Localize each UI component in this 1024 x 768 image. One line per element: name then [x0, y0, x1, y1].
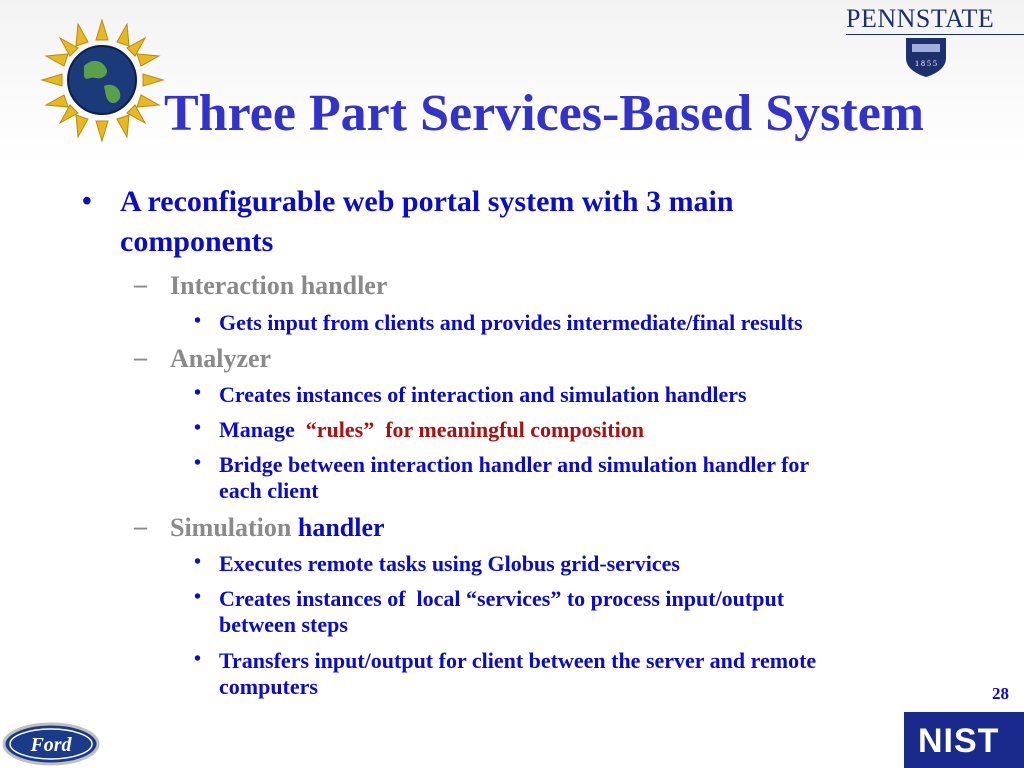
sim-item-1: Executes remote tasks using Globus grid-services: [219, 551, 680, 576]
analyzer-item-2-suffix: for meaningful composition: [374, 417, 644, 442]
bullet-marker: •: [194, 452, 202, 474]
ford-logo-icon: [2, 722, 100, 766]
bullet-main-line1: A reconfigurable web portal system with 3 main: [120, 185, 734, 218]
slide-title: Three Part Services-Based System: [164, 85, 925, 142]
bullet-main-line2: components: [120, 225, 274, 258]
bullet-marker: •: [194, 551, 202, 573]
sub-analyzer: Analyzer: [170, 344, 272, 373]
interaction-item-1: Gets input from clients and provides intermediate/final results: [219, 310, 803, 335]
analyzer-item-1: Creates instances of interaction and simulation handlers: [219, 382, 747, 407]
bullet-marker: •: [194, 586, 202, 608]
sim-item-3-line2: computers: [219, 674, 318, 699]
sim-item-3-line1: Transfers input/output for client between the server and remote: [219, 648, 817, 673]
bullet-marker: •: [194, 382, 202, 404]
analyzer-item-2-rules: “rules”: [305, 417, 375, 442]
dash-marker: –: [134, 512, 147, 541]
analyzer-item-3-line2: each client: [219, 478, 319, 503]
nist-logo: [904, 712, 1024, 768]
bullet-marker: •: [194, 310, 202, 332]
sim-item-2-line2: between steps: [219, 612, 348, 637]
analyzer-item-2-prefix: Manage: [219, 417, 306, 442]
nist-wordmark: NIST: [918, 722, 1000, 760]
pennstate-year: 1 8 5 5: [915, 59, 937, 68]
analyzer-item-3-line1: Bridge between interaction handler and simulation handler for: [219, 452, 810, 477]
pennstate-wordmark: PENNSTATE: [846, 4, 995, 33]
dash-marker: –: [134, 270, 147, 299]
page-number: 28: [992, 684, 1009, 703]
analyzer-item-2: [219, 417, 644, 443]
sub-simulation-handler: [170, 512, 385, 544]
bullet-marker: •: [82, 186, 92, 217]
sim-item-2-line1: Creates instances of local “services” to process input/output: [219, 586, 785, 611]
bullet-marker: •: [194, 417, 202, 439]
bullet-marker: •: [194, 648, 202, 670]
sub-simulation-word: Simulation: [170, 513, 298, 542]
ford-wordmark: Ford: [30, 734, 72, 756]
sub-simulation-handler-word: handler: [297, 513, 385, 542]
dash-marker: –: [134, 343, 147, 372]
sub-interaction-handler: Interaction handler: [170, 271, 388, 300]
